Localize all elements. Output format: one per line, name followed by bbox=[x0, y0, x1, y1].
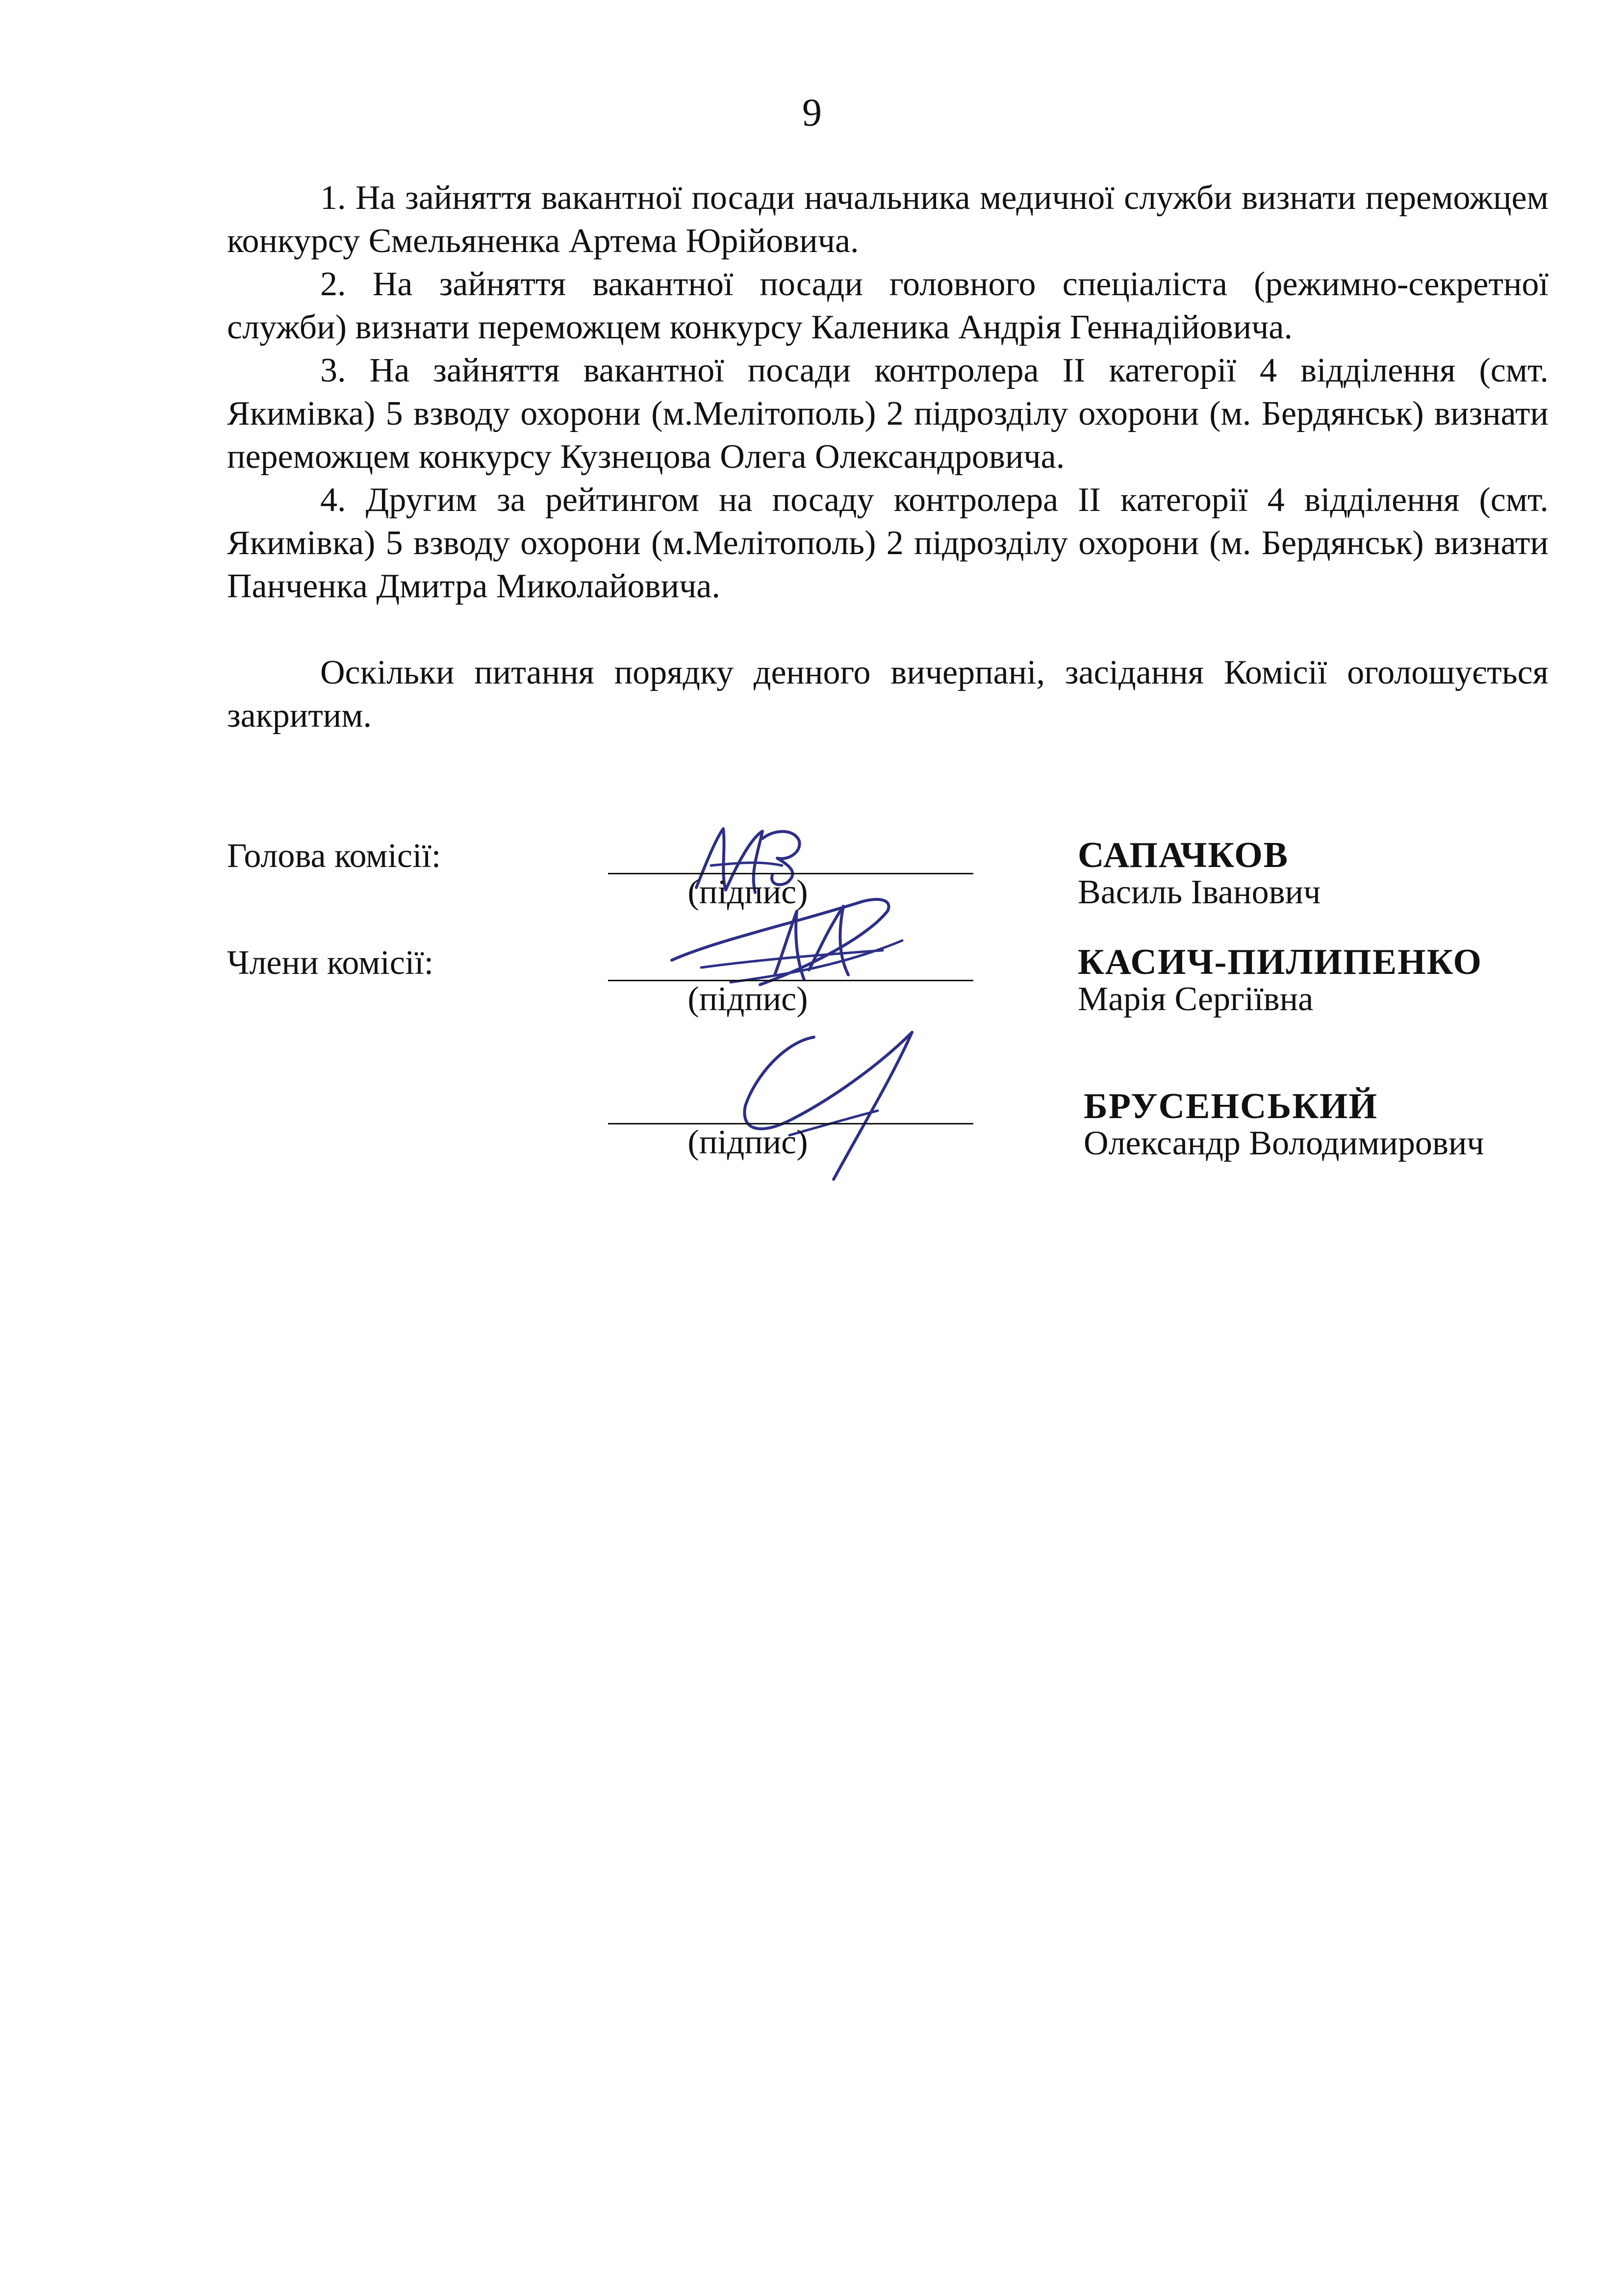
resolution-body bbox=[227, 177, 1548, 738]
member-2-signature-caption: (підпис) bbox=[687, 1123, 808, 1161]
members-role-label: Члени комісії: bbox=[227, 944, 434, 982]
member-2-given-names: Олександр Володимирович bbox=[1084, 1124, 1484, 1162]
resolution-item-2: 2. На зайняття вакантної посади головного спеціаліста (режимно-секретної служби) визнати переможцем конкурсу Каленика Андрія Геннадійовича. bbox=[227, 265, 1548, 346]
chair-role-label: Голова комісії: bbox=[227, 837, 441, 875]
member-2-surname: БРУСЕНСЬКИЙ bbox=[1084, 1086, 1378, 1126]
resolution-item-3: 3. На зайняття вакантної посади контролера ІІ категорії 4 відділення (смт. Якимівка) 5 взводу охорони (м.Мелітополь) 2 підрозділу охорони (м. Бердянськ) визнати переможцем конкурсу Кузнецова Олега Олександровича. bbox=[227, 352, 1548, 476]
member-1-signature-caption: (підпис) bbox=[687, 980, 808, 1018]
member-1-surname: КАСИЧ-ПИЛИПЕНКО bbox=[1078, 942, 1483, 982]
resolution-item-4: 4. Другим за рейтингом на посаду контролера ІІ категорії 4 відділення (смт. Якимівка) 5 взводу охорони (м.Мелітополь) 2 підрозділу охорони (м. Бердянськ) визнати Панченка Дмитра Миколайовича. bbox=[227, 481, 1548, 605]
chair-surname: САПАЧКОВ bbox=[1078, 835, 1289, 875]
chair-given-names: Василь Іванович bbox=[1078, 873, 1321, 911]
member-1-given-names: Марія Сергіївна bbox=[1078, 980, 1314, 1018]
chair-signature-caption: (підпис) bbox=[687, 873, 808, 911]
closing-statement: Оскільки питання порядку денного вичерпані, засідання Комісії оголошується закритим. bbox=[227, 654, 1548, 735]
page-number: 9 bbox=[802, 91, 822, 134]
member-2-signature-mark bbox=[716, 1022, 951, 1189]
resolution-item-1: 1. На зайняття вакантної посади начальника медичної служби визнати переможцем конкурсу Ємельяненка Артема Юрійовича. bbox=[227, 179, 1548, 260]
